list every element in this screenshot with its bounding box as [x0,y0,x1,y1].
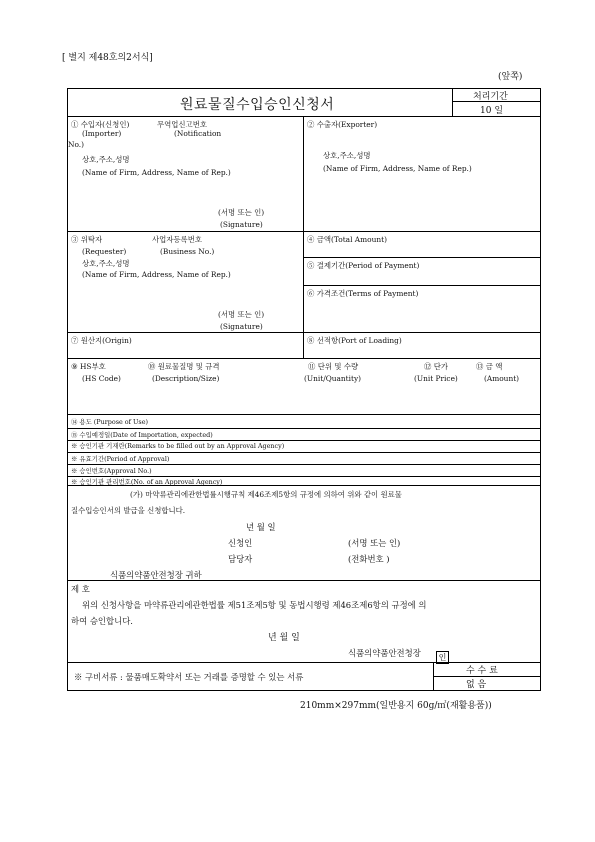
approval-text-line2: 하여 승인합니다. [71,616,133,626]
amount-header: ⑬ 금 액 [476,362,503,371]
form-number-label: [ 별지 제48호의2서식] [62,53,153,63]
importer-signature-en: (Signature) [220,220,263,229]
origin-label: ⑦ 원산지(Origin) [71,336,132,345]
notification-number-en-cont: No.) [68,140,85,149]
exporter-name-label: 상호,주소,성명 [323,151,371,160]
importer-label: ① 수입자(신청인) [71,120,130,129]
quantity-header-en: (Unit/Quantity) [304,374,362,383]
approval-number-line: 제 호 [71,584,90,594]
fee-label: 수 수 료 [466,666,498,676]
agency-number-label: ※ 승인기관 관리번호(No. of an Approval Agency) [71,478,223,486]
processing-period-label: 처리기간 [473,92,508,102]
requester-label: ③ 위탁자 [71,235,103,244]
exporter-label: ② 수출자(Exporter) [307,120,378,129]
importer-signature-label: (서명 또는 인) [218,208,265,217]
notification-number-label: 무역업신고번호 [157,120,207,129]
requester-name-label-en: (Name of Firm, Address, Name of Rep.) [82,270,231,279]
paper-spec: 210mm×297mm(일반용지 60g/㎡(재활용품)) [300,701,492,711]
payment-terms-label: ⑥ 가격조건(Terms of Payment) [307,289,419,298]
front-side-label: (앞쪽) [498,72,523,82]
description-header: ⑩ 원료물질명 및 규격 [148,362,220,371]
contact-person-label: 담당자 [228,554,253,564]
remarks-label: ※ 승인기관 기재란(Remarks to be filled out by an Approval Agency) [71,442,285,450]
application-text-line2: 질수입승인서의 발급을 신청합니다. [71,506,186,515]
requester-name-label: 상호,주소,성명 [82,259,130,268]
business-number-label: 사업자등록번호 [152,235,202,244]
business-number-en: (Business No.) [160,247,215,256]
purpose-of-use-label: ⑭ 용도 (Purpose of Use) [71,418,148,426]
addressee: 식품의약품안전청장 귀하 [110,570,202,580]
payment-period-label: ⑤ 결제기간(Period of Payment) [307,261,420,270]
amount-header-en: (Amount) [484,374,520,383]
hs-code-header-en: (HS Code) [82,374,121,383]
exporter-name-label-en: (Name of Firm, Address, Name of Rep.) [323,164,472,173]
unit-price-header: ⑫ 단가 [424,362,449,371]
approval-period-label: ※ 유효기간(Period of Approval) [71,455,170,463]
application-text-line1: (가) 마약류관리에관한법률시행규칙 제46조제5항의 규정에 의하여 위와 같이 원료물 [130,490,402,499]
importer-label-en: (Importer) [82,129,122,138]
form-title: 원료물질수입승인신청서 [180,97,335,113]
applicant-sign-label: (서명 또는 인) [348,538,401,548]
approval-text-line1: 위의 신청사항을 마약류관리에관한법률 제51조제5항 및 동법시행령 제46조제6항의 규정에 의 [82,600,427,610]
importer-name-label-en: (Name of Firm, Address, Name of Rep.) [82,168,231,177]
requester-signature-label: (서명 또는 인) [218,310,265,319]
approval-date: 년 월 일 [268,633,300,643]
quantity-header: ⑪ 단위 및 수량 [308,362,359,371]
fee-value: 없 음 [466,680,487,690]
total-amount-label: ④ 금액(Total Amount) [307,235,387,244]
seal-stamp: 인 [436,651,449,664]
approval-number-label: ※ 승인번호(Approval No.) [71,467,152,475]
application-date: 년 월 일 [246,522,276,532]
requester-signature-en: (Signature) [220,322,263,331]
loading-port-label: ⑧ 선적항(Port of Loading) [307,336,402,345]
description-header-en: (Description/Size) [152,374,220,383]
applicant-label: 신청인 [228,538,253,548]
unit-price-header-en: (Unit Price) [414,374,458,383]
requester-label-en: (Requester) [82,247,127,256]
required-documents-note: ※ 구비서류 : 물품매도확약서 또는 거래를 증명할 수 있는 서류 [74,672,304,682]
phone-number-label: (전화번호 ) [348,554,390,564]
hs-code-header: ⑨ HS부호 [71,362,106,371]
issuer-label: 식품의약품안전청장 [348,648,421,658]
import-date-label: ⑮ 수입예정일(Date of Importation, expected) [71,431,213,439]
notification-number-en: (Notification [174,129,222,138]
processing-period-value: 10 일 [480,106,504,116]
importer-name-label: 상호,주소,성명 [82,155,130,164]
